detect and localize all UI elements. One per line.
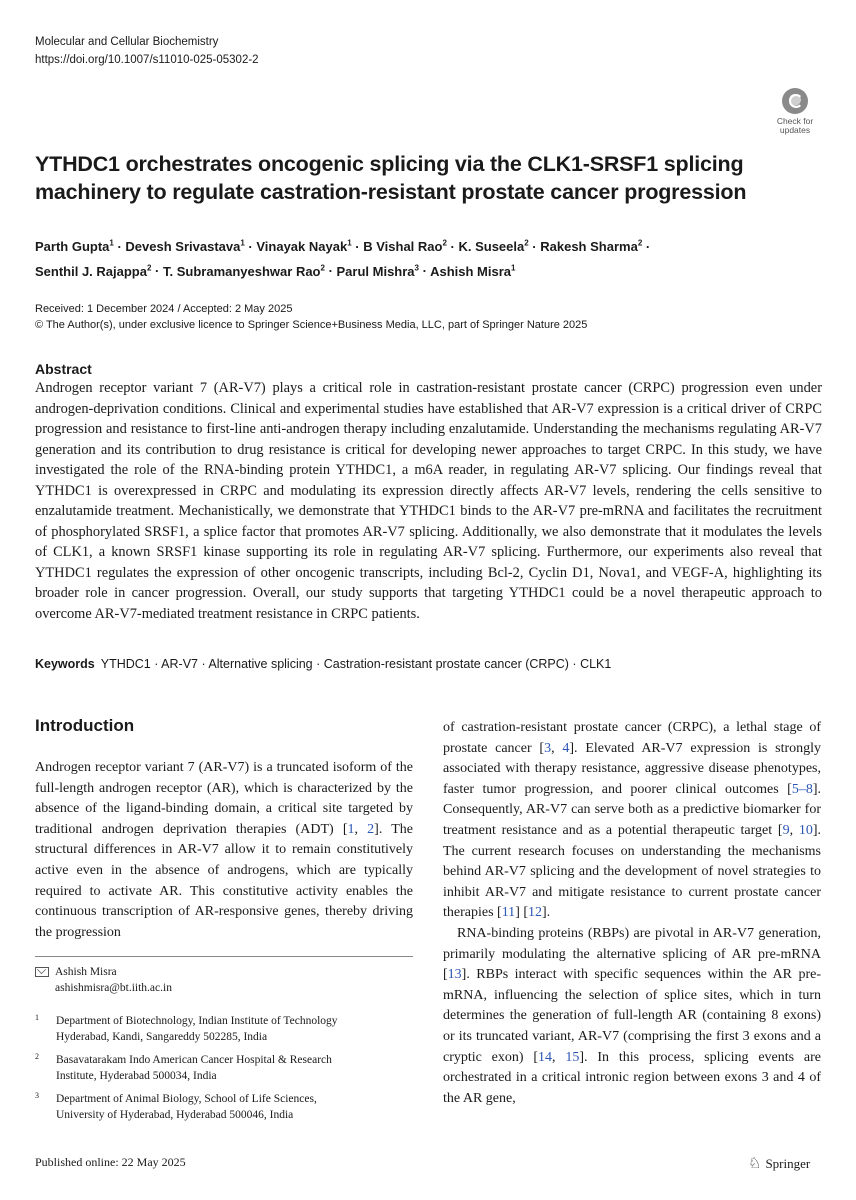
publisher-name: Springer <box>765 1156 811 1171</box>
citation-link[interactable]: 5–8 <box>791 781 813 797</box>
author[interactable]: Parul Mishra$^3$ <box>336 263 419 279</box>
author[interactable]: Devesh Srivastava$^1$ <box>125 239 245 255</box>
author[interactable]: Vinayak Nayak$^1$ <box>256 239 352 255</box>
author[interactable]: Senthil J. Rajappa$^2$ <box>35 263 152 279</box>
article-title: YTHDC1 orchestrates oncogenic splicing via the CLK1-SRSF1 splicing machinery to regulate castration-resistant prostate cancer progression <box>35 152 747 204</box>
citation-link[interactable]: 2 <box>367 821 375 837</box>
paragraph: RNA-binding proteins (RBPs) are pivotal in AR-V7 generation, primarily modulating the alternative splicing of AR pre-mRNA [13]. RBPs interact with specific sequences within the AR pre-mRNA, influencing the selection of splice sites, which in turn determines the generation of full-length AR (containing 8 exons) or its truncated variant, AR-V7 (comprising the first 3 exons and a cryptic exon) [14, 15]. In this process, splicing events are orchestrated in a critical intronic region between exons 3 and 4 of the AR gene, <box>443 925 821 1106</box>
keywords-label: Keywords <box>35 657 95 671</box>
footnote-divider <box>35 956 413 957</box>
affiliation: 1 Department of Biotechnology, Indian Institute of Technology Hyderabad, Kandi, Sangareddy 502285, India <box>35 1013 338 1043</box>
author[interactable]: T. Subramanyeshwar Rao$^2$ <box>163 263 325 279</box>
citation-link[interactable]: 4 <box>562 740 570 756</box>
keywords <box>35 657 611 671</box>
received-dates: Received: 1 December 2024 / Accepted: 2 May 2025 <box>35 303 293 315</box>
citation-link[interactable]: 12 <box>528 905 543 921</box>
paragraph: of castration-resistant prostate cancer (CRPC), a lethal stage of prostate cancer [3, 4]. Elevated AR-V7 expression is strongly associated with therapy resistance, aggressive disease phenotypes, faster tumor progression, and poorer clinical outcomes [5–8]. Consequently, AR-V7 can serve both as a predictive biomarker for treatment resistance and as a potential therapeutic target [9, 10]. The current research focuses on understanding the mechanisms behind AR-V7 splicing and the development of novel strategies to inhibit AR-V7 and mitigate resistance to current prostate cancer therapies [11] [12]. <box>443 720 822 921</box>
affiliation: 3 Department of Animal Biology, School of Life Sciences, University of Hyderabad, Hyderabad 500046, India <box>35 1091 317 1121</box>
correspondence <box>35 964 172 996</box>
introduction-heading: Introduction <box>35 716 135 735</box>
citation-link[interactable]: 1 <box>347 821 355 837</box>
journal-name: Molecular and Cellular Biochemistry <box>35 36 219 48</box>
author[interactable]: B Vishal Rao$^2$ <box>363 239 447 255</box>
published-date: Published online: 22 May 2025 <box>35 1155 186 1169</box>
correspondence-email[interactable]: ashishmisra@bt.iith.ac.in <box>55 982 172 994</box>
citation-link[interactable]: 13 <box>447 967 462 983</box>
citation-link[interactable]: 11 <box>501 905 516 921</box>
paragraph: Androgen receptor variant 7 (AR-V7) is a truncated isoform of the full-length androgen receptor (AR), which is characterized by the absence of the ligand-binding domain, a critical site targeted by traditional androgen deprivation therapies (ADT) [1, 2]. The structural differences in AR-V7 allow it to remain constitutively active even in the absence of androgens, which are typically required to activate AR. This constitutive activity enables the continuous transcription of AR-responsive genes, thereby driving the progression <box>35 760 413 940</box>
check-for-updates-badge[interactable] <box>772 88 818 135</box>
envelope-icon <box>35 967 49 977</box>
copyright-notice: © The Author(s), under exclusive licence to Springer Science+Business Media, LLC, part of Springer Nature 2025 <box>35 319 588 331</box>
author[interactable]: Ashish Misra$^1$ <box>430 263 516 279</box>
badge-line2: updates <box>779 125 811 135</box>
doi-link[interactable]: https://doi.org/10.1007/s11010-025-05302-2 <box>35 54 259 66</box>
author[interactable]: Parth Gupta$^1$ <box>35 239 114 255</box>
affiliation: 2 Basavatarakam Indo American Cancer Hospital & Research Institute, Hyderabad 500034, India <box>35 1052 332 1082</box>
publisher-logo <box>748 1154 810 1173</box>
citation-link[interactable]: 10 <box>798 822 813 838</box>
citation-link[interactable]: 9 <box>782 822 790 838</box>
citation-link[interactable]: 14 <box>538 1049 553 1065</box>
intro-left-column <box>35 758 413 943</box>
abstract-heading: Abstract <box>35 361 92 377</box>
badge-line1: Check for <box>776 116 814 126</box>
citation-link[interactable]: 15 <box>565 1049 580 1065</box>
update-icon <box>782 88 808 114</box>
intro-right-column <box>443 718 821 1109</box>
abstract-text: Androgen receptor variant 7 (AR-V7) plays a critical role in castration-resistant prostate cancer (CRPC) progression even under androgen-deprivation conditions. Clinical and experimental studies have established that AR-V7 expression is a critical driver of CRPC progression and resistance to first-line anti-androgen therapy including enzalutamide. Understanding the mechanisms regulating AR-V7 generation and its contribution to drug resistance is critical for developing newer approaches to target CRPC. In this study, we have investigated the role of the RNA-binding protein YTHDC1, a m6A reader, in regulating AR-V7 splicing. Our findings reveal that YTHDC1 is overexpressed in CRPC and modulating its expression directly affects AR-V7 levels, rendering the cells sensitive to enzalutamide treatment. Mechanistically, we demonstrate that YTHDC1 binds to the AR-V7 pre-mRNA and facilitates the recruitment of phosphorylated SRSF1, a splice factor that promotes AR-V7 splicing. Additionally, we also demonstrate that it modulates the levels of CLK1, a known SRSF1 kinase supporting its role in regulating AR-V7 splicing. Furthermore, our experiments also reveal that YTHDC1 regulates the expression of other oncogenic transcripts, including Bcl-2, Cyclin D1, Nova1, and VEGF-A, highlighting its broader role in cancer progression. Overall, our study supports that targeting YTHDC1 could be a novel therapeutic approach to overcome AR-V7-mediated treatment resistance in CRPC patients. <box>35 380 822 622</box>
springer-horse-icon: ♘ <box>748 1156 762 1172</box>
keywords-list: YTHDC1 · AR-V7 · Alternative splicing · Castration-resistant prostate cancer (CRPC) · CLK1 <box>100 657 612 671</box>
author[interactable]: Rakesh Sharma$^2$ <box>540 239 643 255</box>
author-list: Parth Gupta$^1$ · Devesh Srivastava$^1$ · Vinayak Nayak$^1$ · B Vishal Rao$^2$ · K. Suseela$^2$ · Rakesh Sharma$^2$ · Senthil J. Rajappa$^2$ · T. Subramanyeshwar Rao$^2$ · Parul Mishra$^3$ · Ashish Misra$^1$ <box>35 239 651 279</box>
citation-link[interactable]: 3 <box>544 740 552 756</box>
author[interactable]: K. Suseela$^2$ <box>458 239 529 255</box>
correspondence-name: Ashish Misra <box>55 966 117 978</box>
